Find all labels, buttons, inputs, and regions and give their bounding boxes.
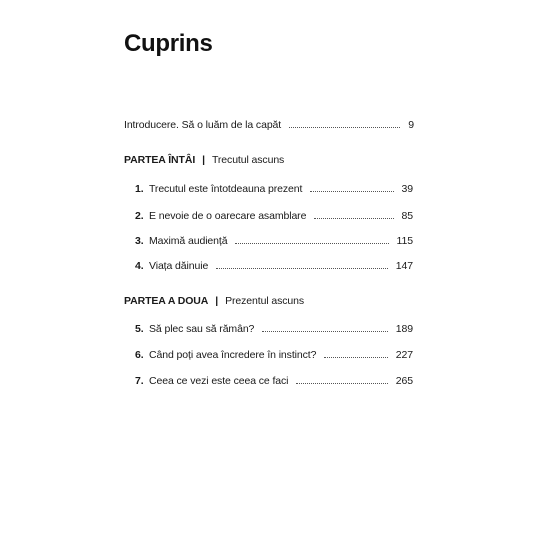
leader-dots (289, 126, 400, 128)
part-separator: | (202, 154, 205, 166)
part-heading-1 (124, 154, 284, 166)
toc-entry-chapter-1[interactable] (135, 179, 413, 195)
toc-entry-page: 189 (395, 323, 413, 335)
toc-entry-page: 9 (408, 119, 414, 131)
leader-dots (235, 242, 388, 244)
leader-dots (216, 267, 388, 269)
chapter-number: 2. (135, 210, 144, 222)
toc-entry-label: Introducere. Să o luăm de la capăt (124, 119, 282, 131)
toc-entry-label: Când poți avea încredere în instinct? (149, 349, 317, 361)
toc-entry-label: Trecutul este întotdeauna prezent (149, 183, 303, 195)
part-name: PARTEA A DOUA (124, 295, 209, 307)
page-title: Cuprins (124, 30, 213, 57)
toc-entry-label: Să plec sau să rămân? (149, 323, 255, 335)
part-name: PARTEA ÎNTÂI (124, 154, 196, 166)
part-separator: | (215, 295, 219, 307)
chapter-number: 7. (135, 375, 144, 387)
chapter-number: 1. (135, 183, 144, 195)
toc-entry-chapter-3[interactable] (135, 231, 413, 247)
toc-entry-intro[interactable] (124, 115, 414, 131)
leader-dots (262, 330, 387, 332)
toc-entry-label: Maximă audiență (149, 235, 228, 247)
toc-entry-label: Viața dăinuie (149, 260, 209, 272)
toc-entry-label: Ceea ce vezi este ceea ce faci (149, 375, 289, 387)
toc-entry-chapter-6[interactable] (135, 345, 413, 361)
toc-entry-page: 85 (401, 210, 413, 222)
leader-dots (314, 217, 393, 219)
chapter-number: 6. (135, 349, 144, 361)
chapter-number: 5. (135, 323, 144, 335)
part-subtitle: Trecutul ascuns (211, 154, 285, 166)
toc-entry-page: 115 (396, 235, 413, 247)
toc-entry-page: 227 (395, 349, 413, 361)
part-heading-2 (124, 295, 304, 307)
toc-entry-chapter-2[interactable] (135, 206, 413, 222)
toc-entry-page: 265 (395, 375, 413, 387)
leader-dots (296, 382, 387, 384)
toc-entry-page: 147 (395, 260, 413, 272)
chapter-number: 4. (135, 260, 144, 272)
leader-dots (324, 356, 387, 358)
toc-entry-chapter-5[interactable] (135, 319, 413, 335)
toc-entry-label: E nevoie de o oarecare asamblare (149, 210, 307, 222)
chapter-number: 3. (135, 235, 144, 247)
toc-entry-page: 39 (401, 183, 413, 195)
part-subtitle: Prezentul ascuns (225, 295, 305, 307)
leader-dots (310, 190, 393, 192)
toc-entry-chapter-7[interactable] (135, 371, 413, 387)
toc-entry-chapter-4[interactable] (135, 256, 413, 272)
